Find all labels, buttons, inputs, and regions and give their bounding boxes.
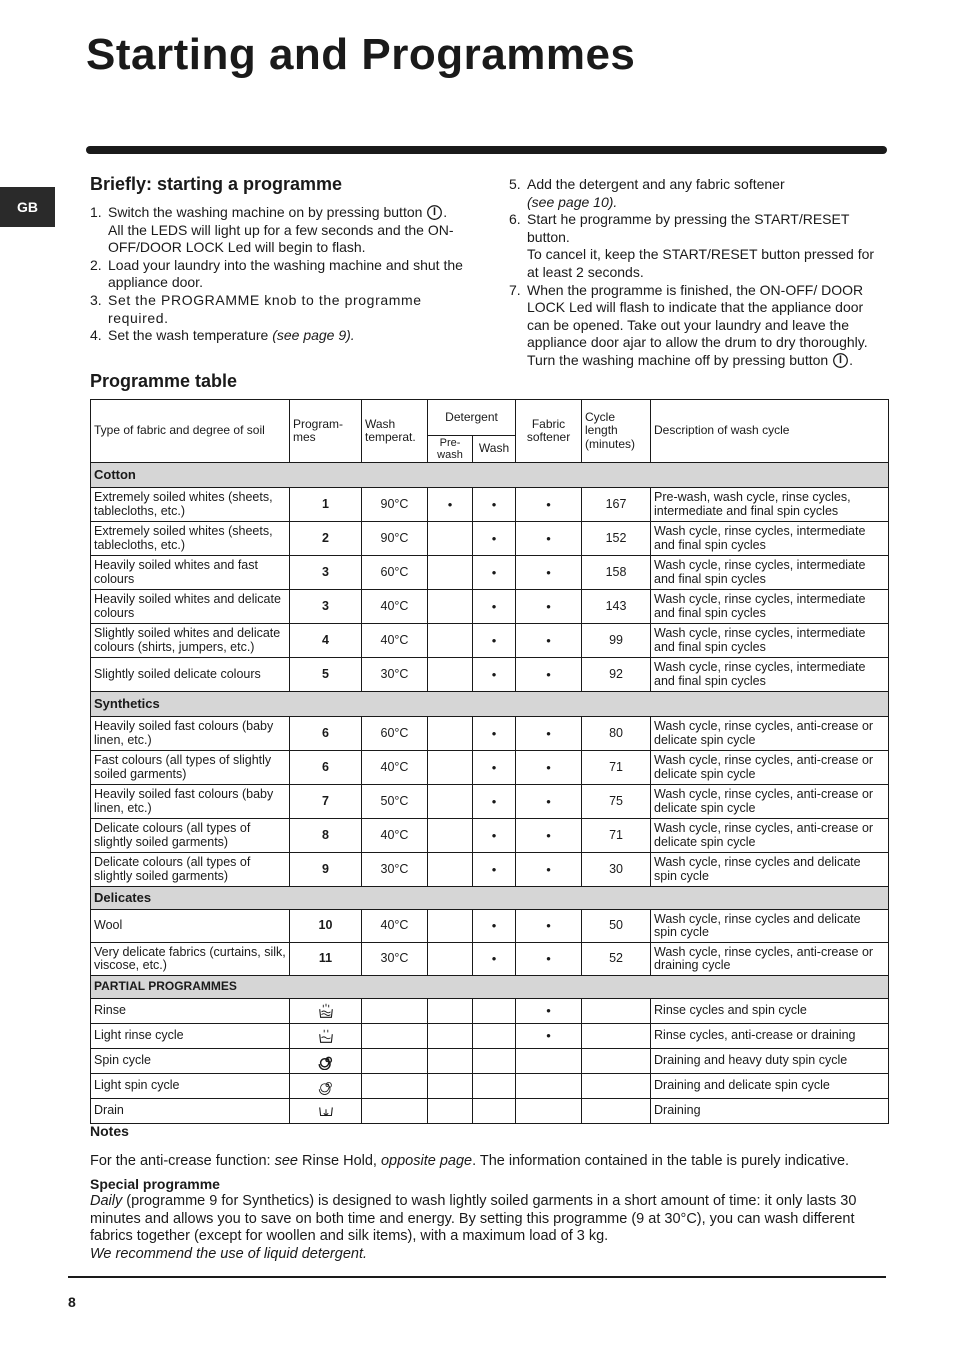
prewash-cell [428, 943, 473, 976]
fabric-cell: Drain [91, 1099, 290, 1124]
fabric-cell: Heavily soiled whites and fast colours [91, 556, 290, 590]
table-row [91, 910, 889, 943]
description-cell: Wash cycle, rinse cycles, anti-crease or draining cycle [651, 943, 889, 976]
softener-cell [516, 1049, 582, 1074]
description-cell: Wash cycle, rinse cycles, anti-crease or delicate spin cycle [651, 819, 889, 853]
step-item: 4. Set the wash temperature (see page 9). [90, 327, 355, 344]
description-cell: Rinse cycles, anti-crease or draining [651, 1024, 889, 1049]
special-programme-text: Daily (programme 9 for Synthetics) is designed to wash lightly soiled garments in a short amount of time: it only lasts 30 minutes and allows you to save on both time and energy. By setting this programme (9 at 30°C), you can wash different fabrics together (except for woollen and silk items), with a maximum load of 3 kg. We recommend the use of liquid detergent. [90, 1193, 857, 1262]
minutes-cell: 143 [582, 590, 651, 624]
prewash-cell [428, 1024, 473, 1049]
minutes-cell [582, 1049, 651, 1074]
step-item: 5. Add the detergent and any fabric softener (see page 10). [509, 176, 785, 210]
step-item: 2. Load your laundry into the washing machine and shut the appliance door. [90, 256, 463, 291]
description-cell: Wash cycle, rinse cycles, anti-crease or delicate spin cycle [651, 717, 889, 751]
table-row [91, 488, 889, 522]
header-fabric: Type of fabric and degree of soil [91, 400, 290, 463]
description-cell: Wash cycle, rinse cycles, anti-crease or delicate spin cycle [651, 785, 889, 819]
softener-cell: • [516, 488, 582, 522]
fabric-cell: Spin cycle [91, 1049, 290, 1074]
prewash-cell [428, 522, 473, 556]
prewash-cell [428, 1099, 473, 1124]
programme-number-cell: 3 [290, 556, 362, 590]
table-row [91, 624, 889, 658]
programme-number-cell: 8 [290, 819, 362, 853]
prewash-cell [428, 717, 473, 751]
header-detergent: Detergent [428, 400, 516, 436]
softener-cell: • [516, 785, 582, 819]
minutes-cell [582, 999, 651, 1024]
table-row [91, 819, 889, 853]
fabric-cell: Slightly soiled whites and delicate colours (shirts, jumpers, etc.) [91, 624, 290, 658]
fabric-cell: Light rinse cycle [91, 1024, 290, 1049]
description-cell: Wash cycle, rinse cycles, intermediate and final spin cycles [651, 556, 889, 590]
minutes-cell: 75 [582, 785, 651, 819]
softener-cell: • [516, 658, 582, 692]
softener-cell: • [516, 1024, 582, 1049]
temp-cell: 30°C [362, 853, 428, 887]
description-cell: Draining and heavy duty spin cycle [651, 1049, 889, 1074]
fabric-cell: Delicate colours (all types of slightly soiled garments) [91, 819, 290, 853]
temp-cell: 40°C [362, 819, 428, 853]
programme-number-cell: 9 [290, 853, 362, 887]
programme-number-cell: 6 [290, 751, 362, 785]
section-header-row [91, 976, 889, 999]
wash-cell: • [473, 556, 516, 590]
programme-number-cell: 2 [290, 522, 362, 556]
prewash-cell [428, 751, 473, 785]
table-row [91, 658, 889, 692]
wash-cell: • [473, 624, 516, 658]
fabric-cell: Rinse [91, 999, 290, 1024]
wash-cell: • [473, 910, 516, 943]
page-title: Starting and Programmes [86, 30, 636, 79]
section-title: Delicates [91, 887, 889, 910]
temp-cell [362, 1024, 428, 1049]
programme-number-cell: 10 [290, 910, 362, 943]
temp-cell: 90°C [362, 522, 428, 556]
prewash-cell [428, 910, 473, 943]
softener-cell: • [516, 910, 582, 943]
temp-cell [362, 1049, 428, 1074]
programme-symbol-cell [290, 1074, 362, 1099]
programme-table-body [91, 463, 889, 1124]
table-row [91, 590, 889, 624]
programme-number-cell: 6 [290, 717, 362, 751]
softener-cell: • [516, 590, 582, 624]
description-cell: Pre-wash, wash cycle, rinse cycles, intermediate and final spin cycles [651, 488, 889, 522]
power-button-icon [832, 352, 849, 369]
prewash-cell [428, 590, 473, 624]
softener-cell: • [516, 819, 582, 853]
footer-divider [68, 1276, 886, 1278]
fabric-cell: Heavily soiled fast colours (baby linen, etc.) [91, 785, 290, 819]
prewash-cell [428, 785, 473, 819]
minutes-cell: 99 [582, 624, 651, 658]
temp-cell: 40°C [362, 751, 428, 785]
description-cell: Draining [651, 1099, 889, 1124]
temp-cell: 60°C [362, 717, 428, 751]
section-header-row [91, 463, 889, 488]
programme-symbol-cell [290, 1099, 362, 1124]
prewash-cell: • [428, 488, 473, 522]
description-cell: Wash cycle, rinse cycles, intermediate and final spin cycles [651, 624, 889, 658]
softener-cell: • [516, 751, 582, 785]
softener-cell [516, 1099, 582, 1124]
wash-cell [473, 999, 516, 1024]
temp-cell: 90°C [362, 488, 428, 522]
minutes-cell: 71 [582, 819, 651, 853]
temp-cell: 40°C [362, 590, 428, 624]
notes-heading: Notes [90, 1123, 129, 1139]
wash-cell: • [473, 819, 516, 853]
minutes-cell: 71 [582, 751, 651, 785]
table-row [91, 999, 889, 1024]
prewash-cell [428, 624, 473, 658]
minutes-cell: 152 [582, 522, 651, 556]
table-row [91, 717, 889, 751]
wash-cell: • [473, 488, 516, 522]
temp-cell: 30°C [362, 943, 428, 976]
table-row [91, 1024, 889, 1049]
fabric-cell: Delicate colours (all types of slightly soiled garments) [91, 853, 290, 887]
temp-cell: 40°C [362, 624, 428, 658]
softener-cell [516, 1074, 582, 1099]
description-cell: Draining and delicate spin cycle [651, 1074, 889, 1099]
description-cell: Wash cycle, rinse cycles and delicate spin cycle [651, 853, 889, 887]
temp-cell [362, 1074, 428, 1099]
minutes-cell: 92 [582, 658, 651, 692]
language-tab: GB [0, 187, 55, 227]
title-divider [86, 146, 887, 154]
programme-symbol-cell [290, 999, 362, 1024]
wash-cell [473, 1074, 516, 1099]
section-title: PARTIAL PROGRAMMES [91, 976, 889, 999]
minutes-cell: 52 [582, 943, 651, 976]
description-cell: Wash cycle, rinse cycles and delicate spin cycle [651, 910, 889, 943]
section-title: Synthetics [91, 692, 889, 717]
steps-list-right [509, 176, 885, 370]
description-cell: Wash cycle, rinse cycles, anti-crease or delicate spin cycle [651, 751, 889, 785]
header-wash-temp: Wash temperat. [362, 400, 428, 463]
power-button-icon [426, 204, 443, 221]
table-row [91, 1099, 889, 1124]
prewash-cell [428, 999, 473, 1024]
wash-cell: • [473, 522, 516, 556]
header-cycle-length: Cycle length (minutes) [582, 400, 651, 463]
header-softener: Fabric softener [516, 400, 582, 463]
rinse-icon [317, 1002, 335, 1020]
softener-cell: • [516, 556, 582, 590]
fabric-cell: Heavily soiled whites and delicate colours [91, 590, 290, 624]
programme-symbol-cell [290, 1024, 362, 1049]
temp-cell: 50°C [362, 785, 428, 819]
wash-cell: • [473, 658, 516, 692]
fabric-cell: Very delicate fabrics (curtains, silk, viscose, etc.) [91, 943, 290, 976]
table-row [91, 522, 889, 556]
fabric-cell: Wool [91, 910, 290, 943]
programme-number-cell: 4 [290, 624, 362, 658]
wash-cell: • [473, 943, 516, 976]
fabric-cell: Heavily soiled fast colours (baby linen, etc.) [91, 717, 290, 751]
briefly-heading: Briefly: starting a programme [90, 174, 343, 194]
drain-icon [317, 1102, 335, 1120]
programme-number-cell: 5 [290, 658, 362, 692]
wash-cell [473, 1024, 516, 1049]
fabric-cell: Fast colours (all types of slightly soiled garments) [91, 751, 290, 785]
temp-cell: 30°C [362, 658, 428, 692]
wash-cell: • [473, 717, 516, 751]
softener-cell: • [516, 943, 582, 976]
minutes-cell: 50 [582, 910, 651, 943]
step-item: 1. Switch the washing machine on by pressing button . All the LEDS will light up for a few seconds and the ON-OFF/DOOR LOCK Led will begin to flash. [90, 204, 454, 256]
header-wash: Wash [473, 436, 516, 463]
wash-cell: • [473, 853, 516, 887]
prewash-cell [428, 819, 473, 853]
wash-cell [473, 1049, 516, 1074]
description-cell: Rinse cycles and spin cycle [651, 999, 889, 1024]
description-cell: Wash cycle, rinse cycles, intermediate and final spin cycles [651, 522, 889, 556]
temp-cell [362, 999, 428, 1024]
softener-cell: • [516, 624, 582, 658]
prewash-cell [428, 1074, 473, 1099]
prewash-cell [428, 658, 473, 692]
minutes-cell [582, 1024, 651, 1049]
step-item: 6. Start he programme by pressing the START/RESET button. To cancel it, keep the START/RESET button pressed for at least 2 seconds. [509, 211, 875, 280]
light-spin-icon [317, 1077, 335, 1095]
softener-cell: • [516, 853, 582, 887]
temp-cell: 60°C [362, 556, 428, 590]
temp-cell: 40°C [362, 910, 428, 943]
header-description: Description of wash cycle [651, 400, 889, 463]
spin-icon [317, 1052, 335, 1070]
description-cell: Wash cycle, rinse cycles, intermediate and final spin cycles [651, 658, 889, 692]
table-row [91, 853, 889, 887]
wash-cell: • [473, 590, 516, 624]
fabric-cell: Extremely soiled whites (sheets, tablecloths, etc.) [91, 488, 290, 522]
minutes-cell [582, 1099, 651, 1124]
section-header-row [91, 887, 889, 910]
section-title: Cotton [91, 463, 889, 488]
table-row [91, 751, 889, 785]
fabric-cell: Slightly soiled delicate colours [91, 658, 290, 692]
description-cell: Wash cycle, rinse cycles, intermediate and final spin cycles [651, 590, 889, 624]
programme-number-cell: 3 [290, 590, 362, 624]
page-number: 8 [68, 1294, 76, 1310]
table-row [91, 556, 889, 590]
table-row [91, 1074, 889, 1099]
light-rinse-icon [317, 1027, 335, 1045]
steps-list-left [90, 204, 464, 345]
programme-number-cell: 11 [290, 943, 362, 976]
special-programme-heading: Special programme [90, 1176, 220, 1192]
minutes-cell: 158 [582, 556, 651, 590]
header-programmes: Program-mes [290, 400, 362, 463]
wash-cell: • [473, 751, 516, 785]
softener-cell: • [516, 717, 582, 751]
prewash-cell [428, 853, 473, 887]
temp-cell [362, 1099, 428, 1124]
softener-cell: • [516, 522, 582, 556]
prewash-cell [428, 556, 473, 590]
table-row [91, 1049, 889, 1074]
table-row [91, 943, 889, 976]
minutes-cell: 30 [582, 853, 651, 887]
minutes-cell [582, 1074, 651, 1099]
programme-symbol-cell [290, 1049, 362, 1074]
minutes-cell: 167 [582, 488, 651, 522]
programme-number-cell: 1 [290, 488, 362, 522]
table-row [91, 785, 889, 819]
header-prewash: Pre-wash [428, 436, 473, 463]
step-item: 3. Set the PROGRAMME knob to the programme required. [90, 291, 422, 326]
prewash-cell [428, 1049, 473, 1074]
wash-cell [473, 1099, 516, 1124]
step-item: 7. When the programme is finished, the ON-OFF/ DOOR LOCK Led will flash to indicate that the appliance door can be opened. Take out your laundry and leave the appliance door ajar to allow the drum to dry thoroughly. Turn the washing machine off by pressing button . [509, 281, 868, 368]
programme-table [90, 399, 889, 1124]
minutes-cell: 80 [582, 717, 651, 751]
programme-number-cell: 7 [290, 785, 362, 819]
fabric-cell: Extremely soiled whites (sheets, tablecloths, etc.) [91, 522, 290, 556]
programme-table-heading: Programme table [90, 371, 238, 391]
wash-cell: • [473, 785, 516, 819]
section-header-row [91, 692, 889, 717]
fabric-cell: Light spin cycle [91, 1074, 290, 1099]
anticrease-note: For the anti-crease function: see Rinse Hold, opposite page. The information contained in the table is purely indicative. [90, 1153, 850, 1169]
softener-cell: • [516, 999, 582, 1024]
